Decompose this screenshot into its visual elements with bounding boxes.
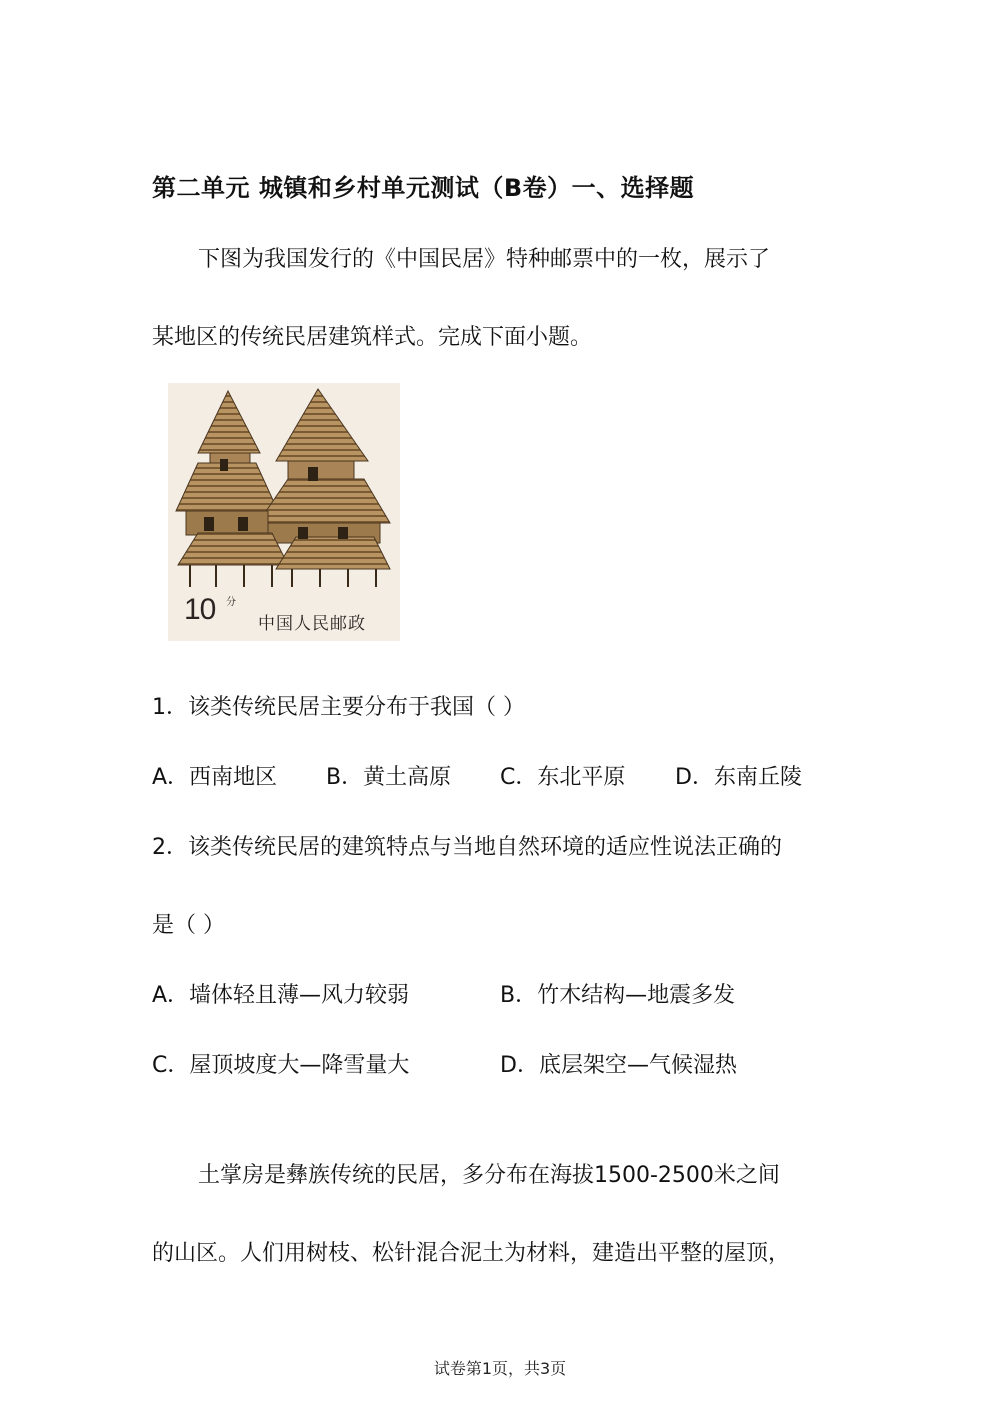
stamp-value: 10 (184, 593, 216, 626)
page-title: 第二单元 城镇和乡村单元测试（B卷）一、选择题 (152, 174, 695, 202)
stamp-unit: 分 (226, 597, 236, 608)
stilt-house-stamp-icon (168, 383, 400, 593)
question-1-stem: 1．该类传统民居主要分布于我国（ ） (152, 695, 525, 720)
question-1-option-c[interactable]: C．东北平原 (500, 765, 626, 790)
stamp-image (168, 383, 400, 641)
question-2-option-c[interactable]: C．屋顶坡度大—降雪量大 (152, 1053, 410, 1078)
page-footer: 试卷第1页，共3页 (433, 1359, 567, 1378)
question-2-option-d[interactable]: D．底层架空—气候湿热 (500, 1053, 737, 1078)
question-1-option-d[interactable]: D．东南丘陵 (675, 765, 802, 790)
stamp-issuer: 中国人民邮政 (258, 614, 366, 634)
question-2-stem-line-1: 2．该类传统民居的建筑特点与当地自然环境的适应性说法正确的 (152, 835, 782, 860)
question-2-option-a[interactable]: A．墙体轻且薄—风力较弱 (152, 983, 410, 1008)
question-2-stem-line-2: 是（ ） (152, 913, 225, 938)
intro-line-2: 某地区的传统民居建筑样式。完成下面小题。 (152, 325, 593, 350)
question-1-option-a[interactable]: A．西南地区 (152, 765, 278, 790)
passage-line-2: 的山区。人们用树枝、松针混合泥土为材料，建造出平整的屋顶， (152, 1241, 791, 1266)
question-1-option-b[interactable]: B．黄土高原 (326, 765, 452, 790)
passage-line-1: 土掌房是彝族传统的民居，多分布在海拔1500-2500米之间 (198, 1163, 780, 1188)
question-2-option-b[interactable]: B．竹木结构—地震多发 (500, 983, 736, 1008)
intro-line-1: 下图为我国发行的《中国民居》特种邮票中的一枚，展示了 (198, 247, 771, 272)
